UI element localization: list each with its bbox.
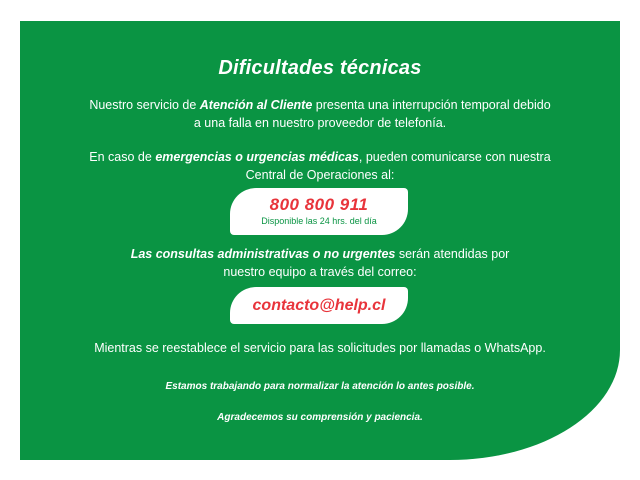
thanks-note: Agradecemos su comprensión y paciencia. xyxy=(217,412,423,423)
notice-title: Dificultades técnicas xyxy=(218,57,422,79)
notice-card xyxy=(20,21,620,460)
administrative-text xyxy=(20,245,620,281)
phone-availability: Disponible las 24 hrs. del día xyxy=(261,216,377,226)
restoration-text: Mientras se reestablece el servicio para las solicitudes por llamadas o WhatsApp. xyxy=(94,341,546,355)
email-badge[interactable] xyxy=(230,287,408,324)
emergency-text xyxy=(20,148,620,184)
working-note: Estamos trabajando para normalizar la atención lo antes posible. xyxy=(165,381,475,392)
p2-text-end: , pueden comunicarse con nuestra xyxy=(358,150,551,164)
email-link[interactable]: contacto@help.cl xyxy=(252,297,386,314)
p1-text-line2: a una falla en nuestro proveedor de telefonía. xyxy=(193,116,447,130)
p2-highlight: emergencias o urgencias médicas xyxy=(155,150,359,164)
phone-badge[interactable] xyxy=(230,188,408,235)
p3-text-end: serán atendidas por xyxy=(395,247,510,261)
p2-text-line2: Central de Operaciones al: xyxy=(245,168,395,182)
p1-text-start: Nuestro servicio de xyxy=(89,98,200,112)
p1-highlight: Atención al Cliente xyxy=(199,98,313,112)
p3-highlight: Las consultas administrativas o no urgentes xyxy=(130,247,396,261)
p2-text-start: En caso de xyxy=(89,150,156,164)
p3-text-line2: nuestro equipo a través del correo: xyxy=(223,265,417,279)
service-interruption-text xyxy=(20,96,620,132)
p1-text-end: presenta una interrupción temporal debido xyxy=(312,98,551,112)
phone-number[interactable]: 800 800 911 xyxy=(269,195,369,214)
